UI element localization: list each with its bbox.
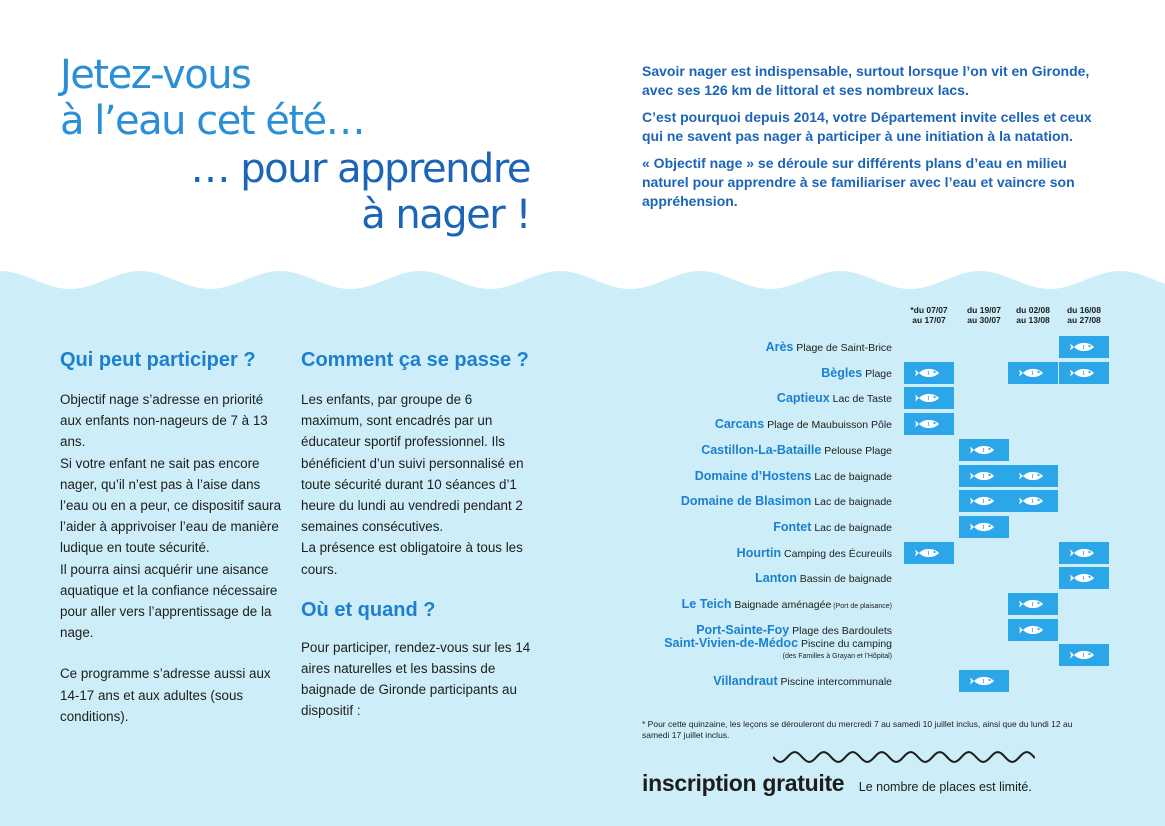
hero-title <box>60 52 530 238</box>
site-name: Castillon-La-Bataille <box>701 442 822 457</box>
site-description: Lac de baignade <box>811 496 892 509</box>
site-label <box>715 413 892 435</box>
schedule-row <box>600 593 1110 615</box>
period-start: du 02/08 <box>1015 305 1051 315</box>
fish-icon <box>915 367 943 379</box>
site-label <box>766 336 892 358</box>
period-header <box>1006 305 1060 325</box>
site-name: Port-Sainte-Foy <box>696 622 790 637</box>
schedule-row <box>600 636 1110 666</box>
session-cell <box>959 439 1009 461</box>
who-heading: Qui peut participer ? <box>60 349 256 371</box>
schedule-row <box>600 542 1110 564</box>
session-cell <box>1059 336 1109 358</box>
period-end: au 30/07 <box>967 315 1001 325</box>
schedule-row <box>600 516 1110 538</box>
wave-line-icon <box>773 748 1035 766</box>
period-header <box>1057 305 1111 325</box>
site-description: Lac de Taste <box>829 393 892 406</box>
fish-icon <box>1019 495 1047 507</box>
who-paragraph-4: Ce programme s’adresse aussi aux 14-17 ans et aux adultes (sous conditions). <box>60 666 271 724</box>
fish-icon <box>1019 598 1047 610</box>
session-cell <box>904 542 954 564</box>
schedule-row <box>600 336 1110 358</box>
session-cell <box>904 387 954 409</box>
period-header <box>957 305 1011 325</box>
how-heading: Comment ça se passe ? <box>301 349 529 371</box>
site-name: Fontet <box>773 519 812 534</box>
site-description: Plage de Saint-Brice <box>793 342 892 354</box>
site-name: Le Teich <box>681 597 732 611</box>
site-name: Carcans <box>714 417 765 432</box>
session-cell <box>1008 465 1058 487</box>
fish-icon <box>1070 341 1098 353</box>
site-name: Domaine d’Hostens <box>694 468 812 483</box>
footnote: * Pour cette quinzaine, les leçons se dérouleront du mercredi 7 au samedi 10 juillet inclus, ainsi que du lundi 12 au samedi 17 juillet inclus. <box>642 719 1073 740</box>
schedule-row <box>600 387 1110 409</box>
site-label <box>682 593 892 615</box>
period-header <box>902 305 956 325</box>
session-cell <box>1008 362 1058 384</box>
session-cell <box>959 516 1009 538</box>
session-cell <box>959 670 1009 692</box>
how-paragraph-2: La présence est obligatoire à tous les cours. <box>301 540 523 577</box>
hero-line-4: à nager ! <box>361 192 530 238</box>
site-description: Lac de baignade <box>811 521 892 534</box>
fish-icon <box>1070 572 1098 584</box>
where-heading: Où et quand ? <box>301 598 436 621</box>
site-label <box>755 567 892 589</box>
site-description: Pelouse Plage <box>821 444 892 457</box>
session-cell <box>904 413 954 435</box>
session-cell <box>1008 490 1058 512</box>
schedule-row <box>600 670 1110 692</box>
period-end: au 27/08 <box>1067 315 1101 325</box>
site-label <box>664 638 892 660</box>
intro-paragraph-3: « Objectif nage » se déroule sur différents plans d’eau en milieu naturel pour apprendre à se familiariser avec l’eau et vaincre son appréhension. <box>642 155 1075 209</box>
period-start: du 19/07 <box>966 305 1002 315</box>
schedule-row <box>600 362 1110 384</box>
site-name: Bègles <box>821 365 863 380</box>
site-note: (Port de plaisance) <box>831 603 892 610</box>
site-name: Captieux <box>776 391 830 406</box>
fish-icon <box>970 444 998 456</box>
fish-icon <box>915 547 943 559</box>
intro-paragraph-2: C’est pourquoi depuis 2014, votre Département invite celles et ceux qui ne savent pas nager à participer à une initiation à la natation. <box>642 109 1092 144</box>
site-note: (des Familles à Grayan et l’Hôpital) <box>782 653 892 661</box>
site-name: Lanton <box>755 571 797 586</box>
fish-icon <box>1070 649 1098 661</box>
session-cell <box>1008 619 1058 641</box>
fish-icon <box>1019 624 1047 636</box>
schedule-row <box>600 413 1110 435</box>
site-description: Plage <box>862 367 892 380</box>
intro-paragraph-1: Savoir nager est indispensable, surtout lorsque l’on vit en Gironde, avec ses 126 km de littoral et ses nombreux lacs. <box>642 63 1090 98</box>
session-cell <box>1059 542 1109 564</box>
site-description: Camping des Écureuils <box>781 547 892 560</box>
how-column <box>301 348 533 722</box>
fish-icon <box>915 392 943 404</box>
site-description: Baignade aménagée <box>731 599 832 611</box>
session-cell <box>1059 567 1109 589</box>
who-paragraph-3: Il pourra ainsi acquérir une aisance aquatique et la confiance nécessaire pour aller vers l’apprentissage de la nage. <box>60 561 278 641</box>
fish-icon <box>915 418 943 430</box>
site-description: Bassin de baignade <box>796 573 892 586</box>
schedule-row <box>600 465 1110 487</box>
who-paragraph-2: Si votre enfant ne sait pas encore nager, qu’il n’est pas à l’aise dans l’eau ou en a peur, ce dispositif saura l’aider à apprivoiser l’eau de manière ludique en toute sécurité. <box>60 455 282 556</box>
session-cell <box>1059 362 1109 384</box>
session-cell <box>1059 644 1109 666</box>
site-label <box>701 439 892 461</box>
site-description: Plage de Maubuisson Pôle <box>764 419 892 432</box>
intro-text <box>642 62 1112 219</box>
hero-line-3: … pour apprendre <box>190 146 530 192</box>
site-label <box>821 362 892 384</box>
fish-icon <box>1019 470 1047 482</box>
site-label <box>737 542 892 564</box>
site-label <box>695 465 892 487</box>
site-name: Arès <box>765 340 794 354</box>
fish-icon <box>970 495 998 507</box>
signup-line <box>642 770 1032 797</box>
who-column <box>60 348 282 727</box>
session-cell <box>959 490 1009 512</box>
site-name: Villandraut <box>713 674 778 689</box>
session-cell <box>1008 593 1058 615</box>
fish-icon <box>1070 367 1098 379</box>
session-cell <box>904 362 954 384</box>
who-paragraph-1: Objectif nage s’adresse en priorité aux enfants non-nageurs de 7 à 13 ans. <box>60 392 268 450</box>
period-start: du 16/08 <box>1066 305 1102 315</box>
schedule-row <box>600 567 1110 589</box>
session-cell <box>959 465 1009 487</box>
site-label <box>681 490 892 512</box>
where-paragraph: Pour participer, rendez-vous sur les 14 aires naturelles et les bassins de baignade de Gironde participants au dispositif : <box>301 639 531 719</box>
site-label <box>773 516 892 538</box>
fish-icon <box>970 521 998 533</box>
hero-line-2: à l’eau cet été… <box>60 98 365 144</box>
how-paragraph-1: Les enfants, par groupe de 6 maximum, sont encadrés par un éducateur sportif professionnel. Ils bénéficient d’un suivi personnalisé en toute sécurité durant 10 séances d’1 heure du lundi au vendredi pendant 2 semaines consécutives. <box>301 392 524 535</box>
site-name: Domaine de Blasimon <box>680 494 812 509</box>
site-description: Lac de baignade <box>811 470 892 483</box>
period-end: au 13/08 <box>1016 315 1050 325</box>
fish-icon <box>1070 547 1098 559</box>
period-start: *du 07/07 <box>910 305 948 315</box>
hero-line-1: Jetez-vous <box>60 52 251 98</box>
site-label <box>777 387 892 409</box>
schedule-row <box>600 439 1110 461</box>
site-name: Hourtin <box>736 545 782 560</box>
site-label <box>713 670 892 692</box>
signup-heading: inscription gratuite <box>642 770 845 796</box>
site-name: Saint-Vivien-de-Médoc <box>664 636 799 651</box>
signup-note: Le nombre de places est limité. <box>858 780 1032 794</box>
period-end: au 17/07 <box>912 315 946 325</box>
fish-icon <box>970 675 998 687</box>
fish-icon <box>1019 367 1047 379</box>
schedule-row <box>600 490 1110 512</box>
fish-icon <box>970 470 998 482</box>
site-description: Piscine du camping <box>798 638 892 651</box>
site-description: Piscine intercommunale <box>777 676 892 689</box>
site-description: Plage des Bardoulets <box>789 624 892 637</box>
